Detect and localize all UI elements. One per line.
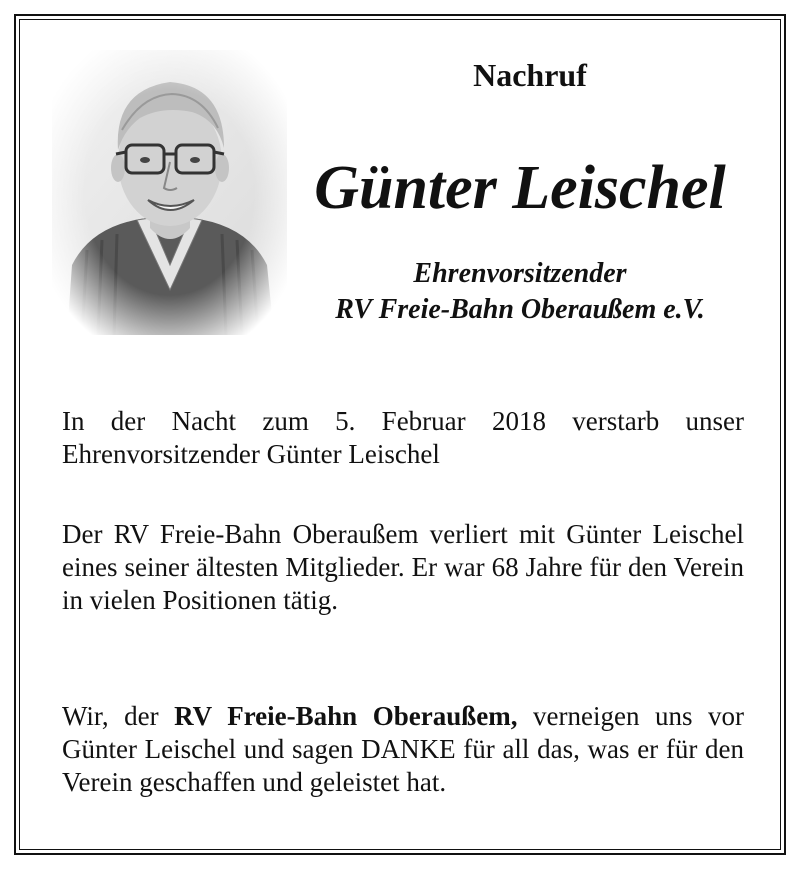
notice-heading: Nachruf (473, 57, 587, 93)
thanks-club-name: RV Freie-Bahn Oberaußem, (174, 701, 518, 731)
role-title: Ehrenvorsitzender (413, 258, 627, 289)
thanks-suffix: verneigen uns vor Günter Leischel und sagen DANKE für all das, was er für den Verein geschaffen und geleistet hat. (62, 701, 744, 797)
club-name: RV Freie-Bahn Oberaußem e.V. (335, 294, 705, 325)
thanks-prefix: Wir, der (62, 701, 175, 731)
paragraph-announcement: In der Nacht zum 5. Februar 2018 verstarb unser Ehrenvorsitzender Günter Leischel (62, 406, 744, 469)
deceased-role (280, 256, 760, 328)
paragraph-thanks (62, 700, 744, 799)
deceased-name: Günter Leischel (314, 154, 726, 222)
paragraph-membership: Der RV Freie-Bahn Oberaußem verliert mit Günter Leischel eines seiner ältesten Mitglieder. Er war 68 Jahre für den Verein in vielen Positionen tätig. (62, 519, 744, 615)
portrait-photo (52, 50, 287, 335)
